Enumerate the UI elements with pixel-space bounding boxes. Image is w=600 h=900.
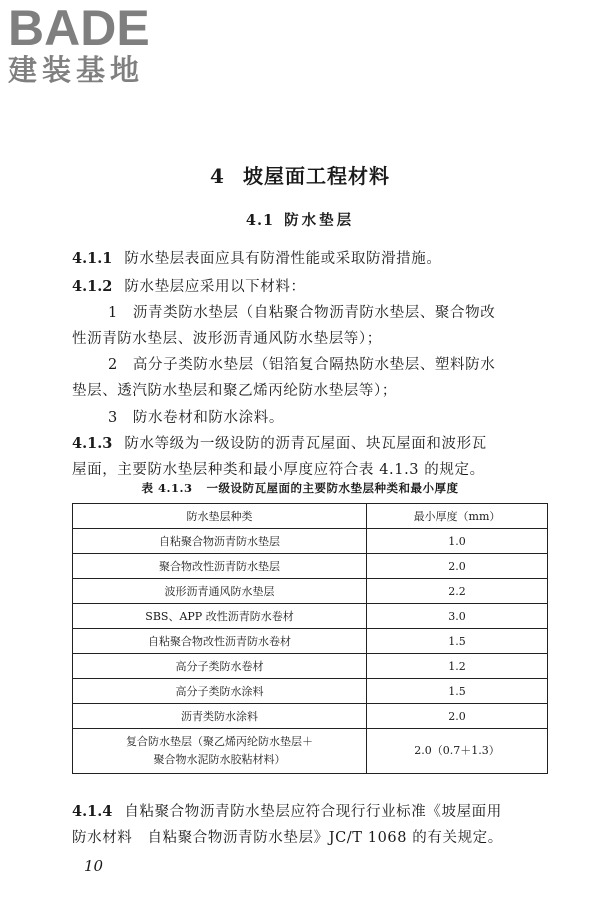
underlayment-type: 自粘聚合物改性沥青防水卷材 — [73, 629, 367, 654]
list-item-3: 3 防水卷材和防水涂料。 — [108, 410, 284, 426]
section-number: 4.1 — [245, 212, 275, 229]
min-thickness: 1.0 — [367, 529, 548, 554]
logo-wordmark: BADE — [8, 0, 150, 56]
table-row — [73, 729, 548, 774]
min-thickness: 2.0 — [367, 554, 548, 579]
underlayment-type: 高分子类防水卷材 — [73, 654, 367, 679]
paragraph-4-1-4-continued: 防水材料 自粘聚合物沥青防水垫层》JC/T 1068 的有关规定。 — [72, 830, 503, 846]
min-thickness: 1.2 — [367, 654, 548, 679]
paragraph-text: 防水垫层应采用以下材料： — [124, 279, 306, 295]
clause-number: 4.1.1 — [72, 250, 113, 267]
min-thickness: 2.2 — [367, 579, 548, 604]
logo-subtitle: 建装基地 — [8, 53, 145, 87]
column-header-thickness: 最小厚度（mm） — [367, 504, 548, 529]
table-number: 表 4.1.3 — [141, 481, 193, 495]
table-row — [73, 679, 548, 704]
page-number: 10 — [84, 857, 104, 875]
list-item-2: 2 高分子类防水垫层（铝箔复合隔热防水垫层、塑料防水 — [108, 357, 496, 373]
brand-logo — [8, 2, 178, 86]
underlayment-type: SBS、APP 改性沥青防水卷材 — [73, 604, 367, 629]
table-row — [73, 654, 548, 679]
clause-number: 4.1.2 — [72, 278, 113, 295]
underlayment-type-line-1: 复合防水垫层（聚乙烯丙纶防水垫层＋ — [126, 735, 313, 748]
table-row — [73, 529, 548, 554]
paragraph-4-1-3 — [72, 432, 487, 453]
list-item-2-continued: 垫层、透汽防水垫层和聚乙烯丙纶防水垫层等）； — [72, 383, 397, 399]
paragraph-4-1-4 — [72, 800, 502, 821]
paragraph-4-1-2 — [72, 275, 306, 296]
clause-number: 4.1.4 — [72, 803, 113, 820]
underlayment-type — [73, 729, 367, 774]
list-item-1-continued: 性沥青防水垫层、波形沥青通风防水垫层等）； — [72, 331, 382, 347]
paragraph-text: 防水等级为一级设防的沥青瓦屋面、块瓦屋面和波形瓦 — [124, 436, 487, 452]
table-caption — [0, 480, 600, 496]
paragraph-text: 自粘聚合物沥青防水垫层应符合现行行业标准《坡屋面用 — [124, 804, 502, 820]
table-header-row — [73, 504, 548, 529]
column-header-type: 防水垫层种类 — [73, 504, 367, 529]
section-title-text: 防水垫层 — [284, 212, 355, 229]
underlayment-type: 自粘聚合物沥青防水垫层 — [73, 529, 367, 554]
min-thickness: 3.0 — [367, 604, 548, 629]
chapter-title — [0, 160, 600, 189]
min-thickness: 1.5 — [367, 629, 548, 654]
table-caption-text: 一级设防瓦屋面的主要防水垫层种类和最小厚度 — [206, 481, 459, 495]
min-thickness: 2.0 — [367, 704, 548, 729]
table-row — [73, 554, 548, 579]
min-thickness: 1.5 — [367, 679, 548, 704]
table-row — [73, 604, 548, 629]
clause-number: 4.1.3 — [72, 435, 113, 452]
paragraph-4-1-3-continued: 屋面，主要防水垫层种类和最小厚度应符合表 4.1.3 的规定。 — [72, 462, 485, 478]
section-title — [0, 209, 600, 230]
paragraph-text: 防水垫层表面应具有防滑性能或采取防滑措施。 — [124, 251, 442, 267]
table-row — [73, 579, 548, 604]
underlayment-type: 波形沥青通风防水垫层 — [73, 579, 367, 604]
chapter-number: 4 — [210, 164, 225, 188]
waterproof-underlayment-table — [72, 503, 548, 774]
underlayment-type: 高分子类防水涂料 — [73, 679, 367, 704]
min-thickness: 2.0（0.7＋1.3） — [367, 729, 548, 774]
chapter-title-text: 坡屋面工程材料 — [242, 164, 390, 188]
underlayment-type-line-2: 聚合物水泥防水胶粘材料） — [153, 753, 286, 766]
table-row — [73, 704, 548, 729]
list-item-1: 1 沥青类防水垫层（自粘聚合物沥青防水垫层、聚合物改 — [108, 305, 496, 321]
underlayment-type: 沥青类防水涂料 — [73, 704, 367, 729]
table-row — [73, 629, 548, 654]
paragraph-4-1-1 — [72, 247, 441, 268]
underlayment-type: 聚合物改性沥青防水垫层 — [73, 554, 367, 579]
